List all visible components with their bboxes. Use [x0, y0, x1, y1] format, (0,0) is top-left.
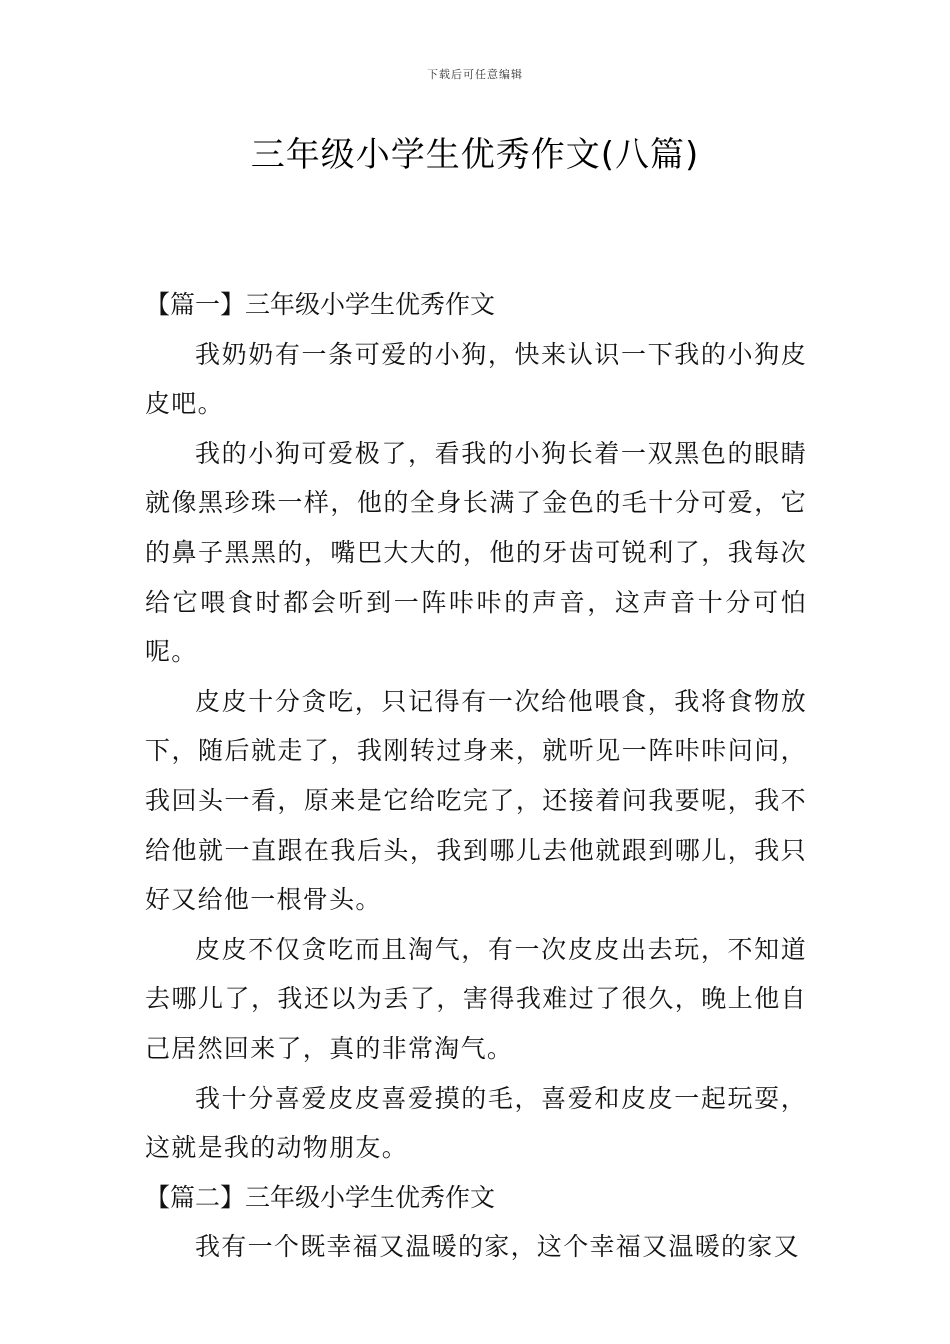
header-note: 下载后可任意编辑 — [427, 68, 523, 81]
section-heading: 【篇一】三年级小学生优秀作文 — [145, 290, 496, 319]
paragraph: 皮皮十分贪吃，只记得有一次给他喂食，我将食物放下，随后就走了，我刚转过身来，就听见一阵咔咔问问，我回头一看，原来是它给吃完了，还接着问我要呢，我不给他就一直跟在我后头，我到哪儿去他就跟到哪儿，我只好又给他一根骨头。 — [145, 686, 807, 915]
paragraph: 我的小狗可爱极了，看我的小狗长着一双黑色的眼睛就像黑珍珠一样，他的全身长满了金色的毛十分可爱，它的鼻子黑黑的，嘴巴大大的，他的牙齿可锐利了，我每次给它喂食时都会听到一阵咔咔的声音，这声音十分可怕呢。 — [145, 438, 807, 667]
document-body — [145, 280, 807, 1272]
paragraph: 我奶奶有一条可爱的小狗，快来认识一下我的小狗皮皮吧。 — [145, 339, 807, 419]
section-heading: 【篇二】三年级小学生优秀作文 — [145, 1182, 496, 1212]
paragraph: 我十分喜爱皮皮喜爱摸的毛，喜爱和皮皮一起玩耍，这就是我的动物朋友。 — [145, 1083, 807, 1163]
paragraph: 皮皮不仅贪吃而且淘气，有一次皮皮出去玩，不知道去哪儿了，我还以为丢了，害得我难过了很久，晚上他自己居然回来了，真的非常淘气。 — [145, 934, 807, 1063]
document-title: 三年级小学生优秀作文(八篇) — [250, 135, 700, 175]
paragraph: 我有一个既幸福又温暖的家，这个幸福又温暖的家又 — [195, 1232, 800, 1262]
